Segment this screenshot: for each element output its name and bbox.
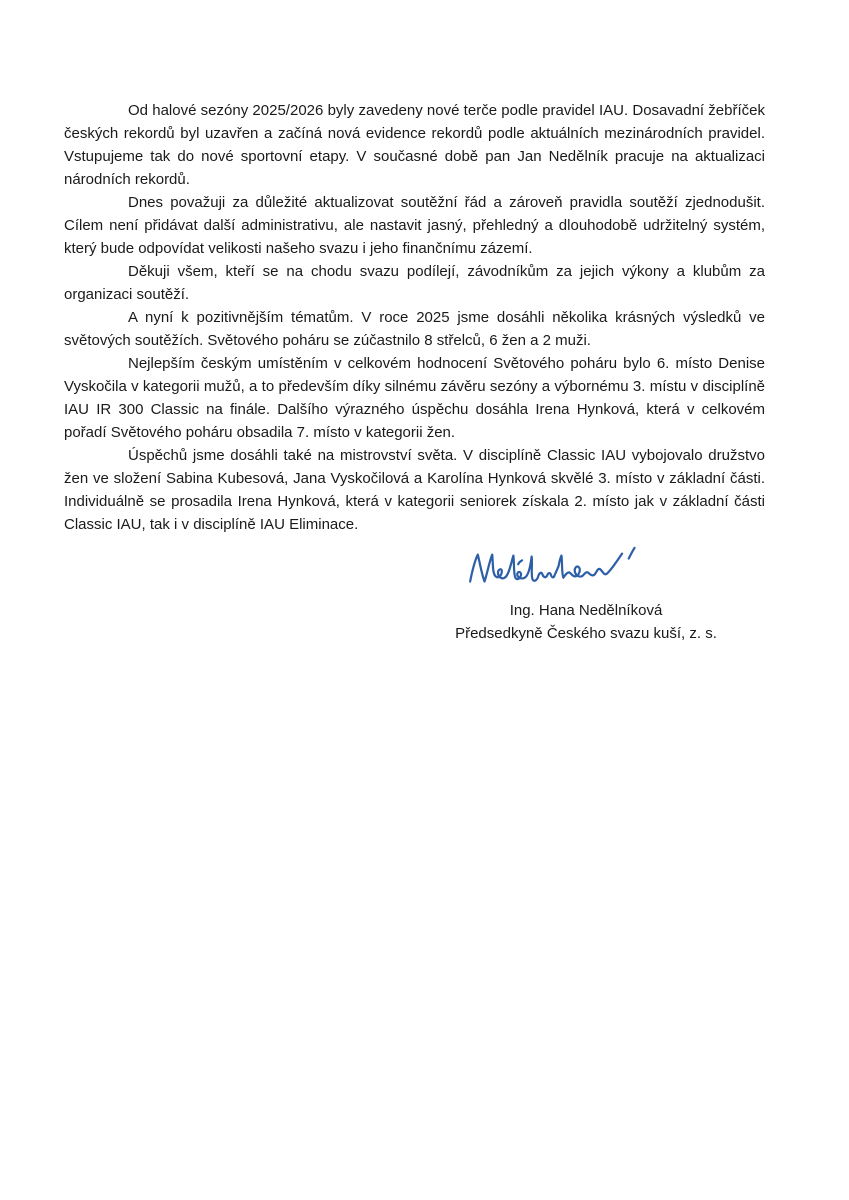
letter-paragraph: Děkuji všem, kteří se na chodu svazu podílejí, závodníkům za jejich výkony a klubům za organizaci soutěží. xyxy=(64,263,765,303)
letter-body xyxy=(64,99,765,536)
letter-paragraph: A nyní k pozitivnějším tématům. V roce 2025 jsme dosáhli několika krásných výsledků ve světových soutěžích. Světového poháru se zúčastnilo 8 střelců, 6 žen a 2 muži. xyxy=(64,309,765,349)
signatory-title: Předsedkyně Českého svazu kuší, z. s. xyxy=(455,625,717,642)
letter-paragraph: Od halové sezóny 2025/2026 byly zavedeny nové terče podle pravidel IAU. Dosavadní žebříček českých rekordů byl uzavřen a začíná nová evidence rekordů podle aktuálních mezinárodních pravidel. Vstupujeme tak do nové sportovní etapy. V současné době pan Jan Nedělník pracuje na aktualizaci národních rekordů. xyxy=(64,102,765,188)
letter-paragraph: Úspěchů jsme dosáhli také na mistrovství světa. V disciplíně Classic IAU vybojovalo družstvo žen ve složení Sabina Kubesová, Jana Vyskočilová a Karolína Hynková skvělé 3. místo v základní části. Individuálně se prosadila Irena Hynková, která v kategorii seniorek získala 2. místo jak v základní části Classic IAU, tak i v disciplíně IAU Eliminace. xyxy=(64,447,765,533)
signatory-name: Ing. Hana Nedělníková xyxy=(509,602,663,619)
letter-paragraph: Dnes považuji za důležité aktualizovat soutěžní řád a zároveň pravidla soutěží zjednodušit. Cílem není přidávat další administrativu, ale nastavit jasný, přehledný a dlouhodobě udržitelný systém, který bude odpovídat velikosti našeho svazu i jeho finančnímu zázemí. xyxy=(64,194,765,257)
signature-block xyxy=(416,545,756,645)
letter-paragraph: Nejlepším českým umístěním v celkovém hodnocení Světového poháru bylo 6. místo Denise Vyskočila v kategorii mužů, a to především díky silnému závěru sezóny a výbornému 3. místu v disciplíně IAU IR 300 Classic na finále. Dalšího výrazného úspěchu dosáhla Irena Hynková, která v celkovém pořadí Světového poháru obsadila 7. místo v kategorii žen. xyxy=(64,355,765,441)
signature-handwriting xyxy=(463,545,658,595)
